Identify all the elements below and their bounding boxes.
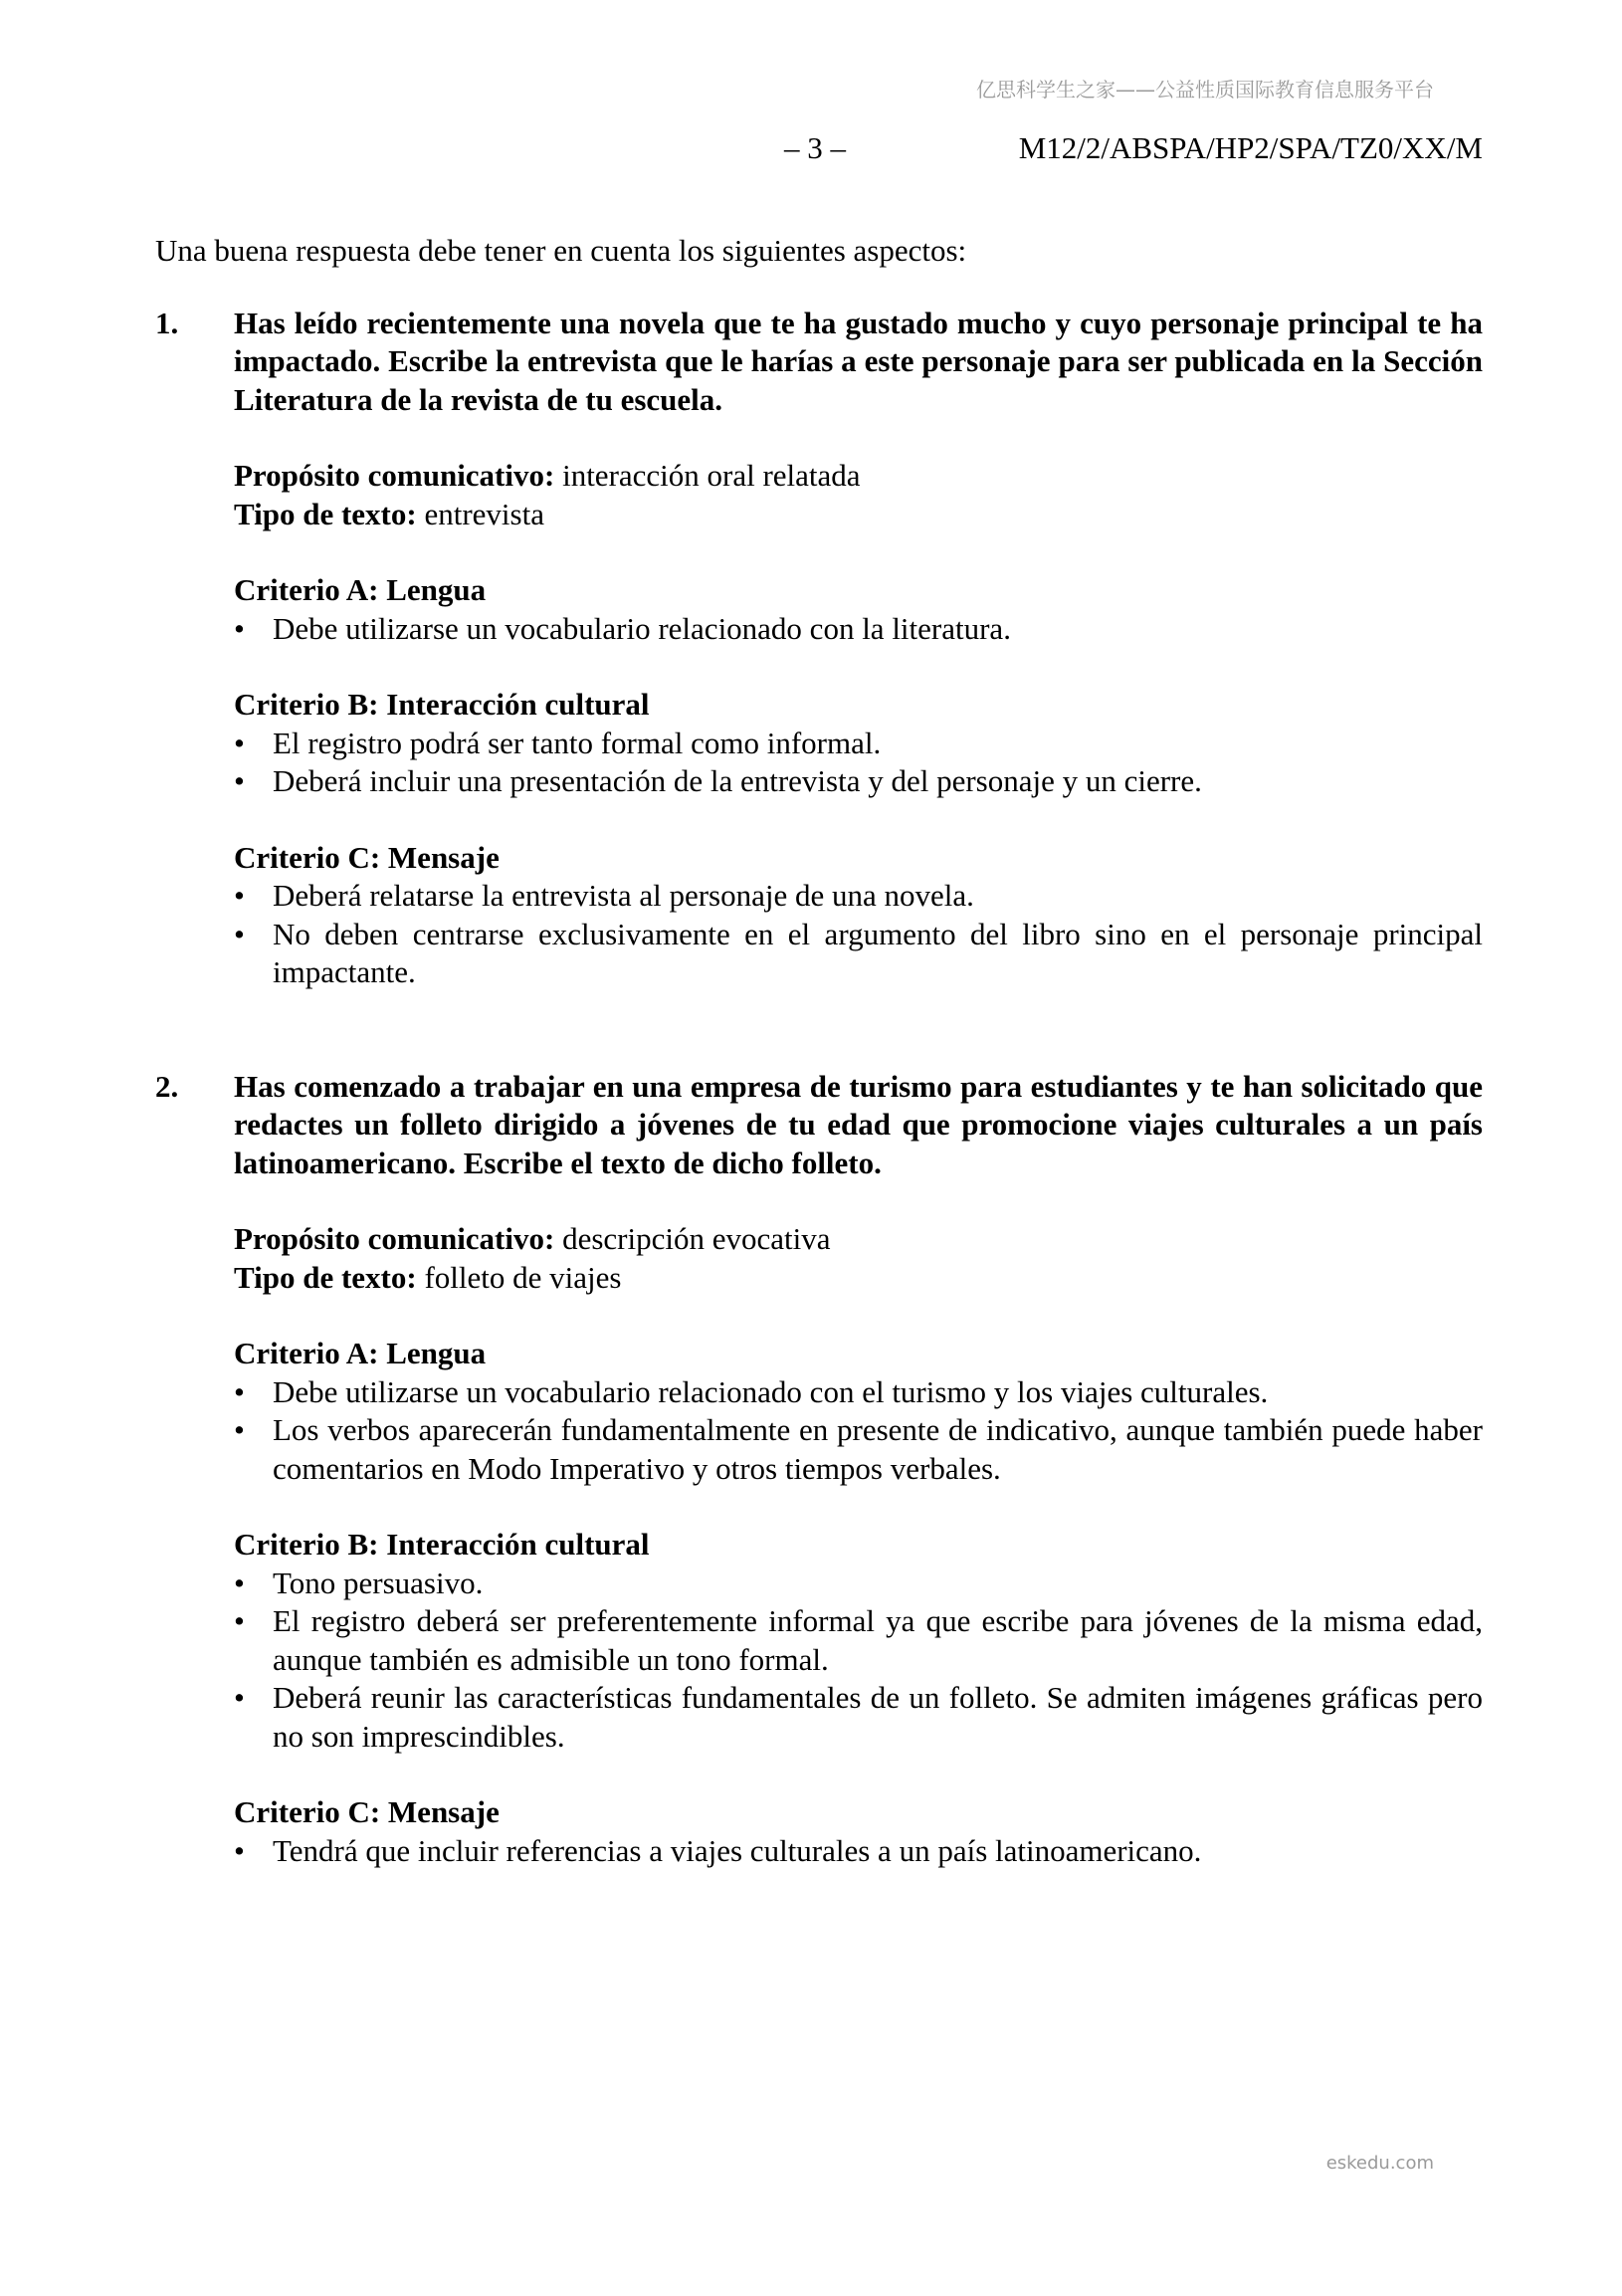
criterion-item-text: Debe utilizarse un vocabulario relacionado con la literatura. xyxy=(273,610,1011,646)
criterion-list xyxy=(234,1832,1483,1871)
question-2 xyxy=(155,1068,1483,1871)
criterion-item-text: Deberá relatarse la entrevista al personaje de una novela. xyxy=(273,878,974,913)
purpose-value: interacción oral relatada xyxy=(554,458,861,493)
text-type-value: folleto de viajes xyxy=(416,1259,622,1295)
criterion-item xyxy=(234,1373,1483,1412)
criterion-item-text: Debe utilizarse un vocabulario relacionado con el turismo y los viajes culturales. xyxy=(273,1373,1269,1409)
text-type-line xyxy=(234,1259,1483,1298)
criterion-list xyxy=(234,725,1483,801)
text-type-label: Tipo de texto: xyxy=(234,496,417,531)
criterion-c xyxy=(234,1793,1483,1870)
criterion-item-text: Tono persuasivo. xyxy=(273,1565,484,1600)
bullet-icon: • xyxy=(234,763,245,798)
page-number: – 3 – xyxy=(784,130,846,165)
purpose-line xyxy=(234,1220,1483,1259)
question-number: 2. xyxy=(155,1068,179,1104)
purpose-label: Propósito comunicativo: xyxy=(234,458,555,493)
bullet-icon: • xyxy=(234,1680,245,1715)
purpose-value: descripción evocativa xyxy=(554,1221,831,1256)
criterion-b xyxy=(234,686,1483,801)
bullet-icon: • xyxy=(234,916,245,951)
criterion-item-text: Los verbos aparecerán fundamentalmente en presente de indicativo, aunque también puede haber comentarios en Modo Imperativo y otros tiempos verbales. xyxy=(273,1412,1483,1486)
criterion-list xyxy=(234,610,1483,649)
criterion-item xyxy=(234,610,1483,649)
bullet-icon: • xyxy=(234,1832,245,1868)
criterion-item xyxy=(234,762,1483,801)
criterion-a xyxy=(234,571,1483,648)
bullet-icon: • xyxy=(234,1412,245,1447)
watermark-bottom-text: eskedu.com xyxy=(1325,2153,1434,2174)
criterion-title: Criterio B: Interacción cultural xyxy=(234,1527,650,1562)
criterion-c xyxy=(234,839,1483,992)
question-number: 1. xyxy=(155,305,179,340)
criterion-title: Criterio C: Mensaje xyxy=(234,1794,500,1829)
bullet-icon: • xyxy=(234,1603,245,1638)
criterion-list xyxy=(234,1565,1483,1757)
criterion-item-text: Tendrá que incluir referencias a viajes culturales a un país latinoamericano. xyxy=(273,1832,1202,1868)
text-type-line xyxy=(234,496,1483,534)
question-prompt: Has comenzado a trabajar en una empresa de turismo para estudiantes y te han solicitado que redactes un folleto dirigido a jóvenes de tu edad que promocione viajes culturales a un país latinoamericano. Escribe el texto de dicho folleto. xyxy=(234,1068,1483,1180)
criterion-a xyxy=(234,1335,1483,1488)
criterion-title: Criterio A: Lengua xyxy=(234,572,487,607)
question-prompt: Has leído recientemente una novela que te ha gustado mucho y cuyo personaje principal te ha impactado. Escribe la entrevista que le harías a este personaje para ser publicada en la Sección Literatura de la revista de tu escuela. xyxy=(234,305,1483,417)
criterion-item-text: No deben centrarse exclusivamente en el argumento del libro sino en el personaje principal impactante. xyxy=(273,916,1483,989)
criterion-item xyxy=(234,916,1483,992)
criterion-list xyxy=(234,1373,1483,1489)
question-1 xyxy=(155,305,1483,992)
criterion-item-text: El registro deberá ser preferentemente informal ya que escribe para jóvenes de la misma edad, aunque también es admisible un tono formal. xyxy=(273,1603,1483,1677)
text-type-label: Tipo de texto: xyxy=(234,1259,417,1295)
criterion-item-text: Deberá reunir las características fundamentales de un folleto. Se admiten imágenes gráficas pero no son imprescindibles. xyxy=(273,1680,1483,1754)
text-type-value: entrevista xyxy=(416,496,544,531)
purpose-block xyxy=(234,457,1483,533)
bullet-icon: • xyxy=(234,610,245,646)
bullet-icon: • xyxy=(234,725,245,760)
criterion-item-text: El registro podrá ser tanto formal como informal. xyxy=(273,725,882,760)
criterion-item xyxy=(234,1679,1483,1756)
bullet-icon: • xyxy=(234,878,245,913)
criterion-title: Criterio A: Lengua xyxy=(234,1336,487,1370)
criterion-item xyxy=(234,725,1483,763)
criterion-item xyxy=(234,1411,1483,1488)
criterion-item xyxy=(234,1602,1483,1679)
criterion-title: Criterio C: Mensaje xyxy=(234,839,500,875)
purpose-label: Propósito comunicativo: xyxy=(234,1221,555,1256)
document-body xyxy=(155,232,1483,1870)
intro-text: Una buena respuesta debe tener en cuenta los siguientes aspectos: xyxy=(155,233,967,268)
criterion-item xyxy=(234,877,1483,916)
question-body xyxy=(234,1068,1483,1871)
criterion-b xyxy=(234,1526,1483,1756)
purpose-block xyxy=(234,1220,1483,1297)
criterion-title: Criterio B: Interacción cultural xyxy=(234,687,650,722)
criterion-list xyxy=(234,877,1483,992)
bullet-icon: • xyxy=(234,1373,245,1409)
criterion-item xyxy=(234,1565,1483,1603)
bullet-icon: • xyxy=(234,1565,245,1600)
purpose-line xyxy=(234,457,1483,496)
document-code: M12/2/ABSPA/HP2/SPA/TZ0/XX/M xyxy=(1018,130,1483,165)
criterion-item xyxy=(234,1832,1483,1871)
question-body xyxy=(234,305,1483,992)
criterion-item-text: Deberá incluir una presentación de la entrevista y del personaje y un cierre. xyxy=(273,763,1202,798)
watermark-top-text: 亿思科学生之家——公益性质国际教育信息服务平台 xyxy=(976,78,1434,102)
